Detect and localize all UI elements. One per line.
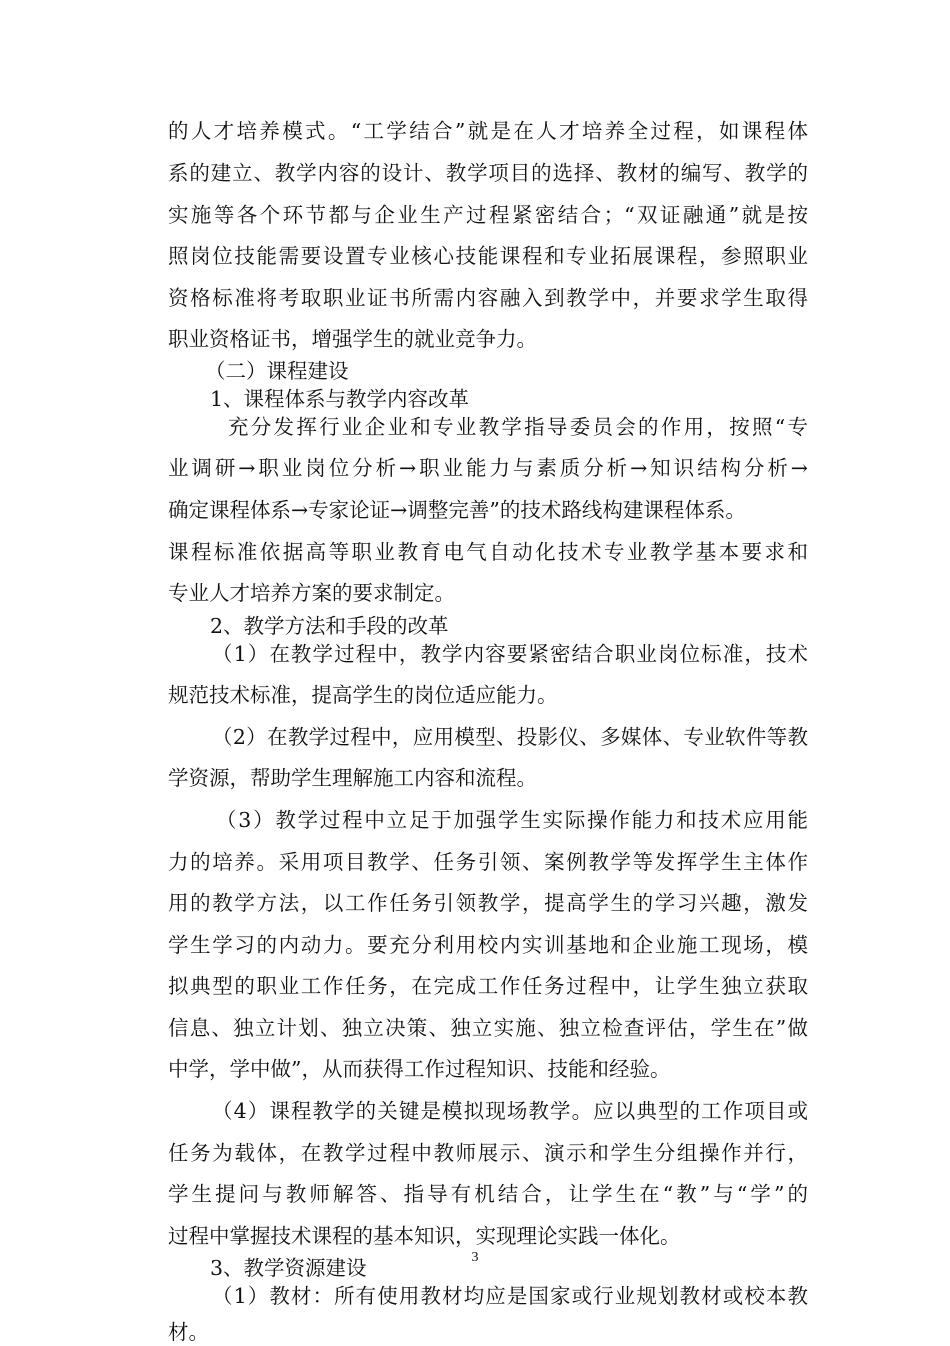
text-line: （2）在教学过程中，应用模型、投影仪、多媒体、专业软件等教 <box>212 725 808 749</box>
text-line: （3）教学过程中立足于加强学生实际操作能力和技术应用能 <box>216 808 808 832</box>
subsection-heading: 2、教学方法和手段的改革 <box>210 614 449 638</box>
text-line: 实施等各个环节都与企业生产过程紧密结合；“双证融通”就是按 <box>168 203 808 227</box>
text-line: 学生学习的内动力。要充分利用校内实训基地和企业施工现场，模 <box>168 933 808 957</box>
subsection-heading: 3、教学资源建设 <box>210 1256 367 1280</box>
text-line: 学资源，帮助学生理解施工内容和流程。 <box>168 766 537 790</box>
page-number: 3 <box>471 1250 479 1265</box>
text-line: 的人才培养模式。“工学结合”就是在人才培养全过程，如课程体 <box>168 119 808 143</box>
text-line: 系的建立、教学内容的设计、教学项目的选择、教材的编写、教学的 <box>168 161 808 185</box>
text-line: 中学，学中做”，从而获得工作过程知识、技能和经验。 <box>168 1057 671 1081</box>
text-line: 规范技术标准，提高学生的岗位适应能力。 <box>168 683 558 707</box>
text-line: 充分发挥行业企业和专业教学指导委员会的作用，按照“专 <box>228 415 808 439</box>
text-line: 业调研→职业岗位分析→职业能力与素质分析→知识结构分析→ <box>168 456 808 480</box>
text-line: 任务为载体，在教学过程中教师展示、演示和学生分组操作并行， <box>168 1141 808 1165</box>
text-line: 信息、独立计划、独立决策、独立实施、独立检查评估，学生在”做 <box>168 1016 808 1040</box>
text-line: 拟典型的职业工作任务，在完成工作任务过程中，让学生独立获取 <box>168 974 808 998</box>
text-line: 照岗位技能需要设置专业核心技能课程和专业拓展课程，参照职业 <box>168 244 808 268</box>
text-line: 职业资格证书，增强学生的就业竞争力。 <box>168 327 537 351</box>
text-line: （1）教材：所有使用教材均应是国家或行业规划教材或校本教 <box>212 1284 808 1308</box>
text-line: 资格标准将考取职业证书所需内容融入到教学中，并要求学生取得 <box>168 286 808 310</box>
text-line: （1）在教学过程中，教学内容要紧密结合职业岗位标准，技术 <box>212 642 808 666</box>
text-line: 确定课程体系→专家论证→调整完善”的技术路线构建课程体系。 <box>168 498 746 522</box>
subsection-heading: 1、课程体系与教学内容改革 <box>210 387 470 411</box>
text-line: 过程中掌握技术课程的基本知识，实现理论实践一体化。 <box>168 1224 681 1248</box>
text-line: 力的培养。采用项目教学、任务引领、案例教学等发挥学生主体作 <box>168 850 808 874</box>
text-line: （4）课程教学的关键是模拟现场教学。应以典型的工作项目或 <box>212 1099 808 1123</box>
text-line: 专业人才培养方案的要求制定。 <box>168 581 455 605</box>
text-line: 课程标准依据高等职业教育电气自动化技术专业教学基本要求和 <box>168 540 808 564</box>
text-line: 学生提问与教师解答、指导有机结合，让学生在“教”与“学”的 <box>168 1182 808 1206</box>
text-line: 材。 <box>168 1320 209 1344</box>
section-heading: （二）课程建设 <box>205 359 349 383</box>
text-line: 用的教学方法，以工作任务引领教学，提高学生的学习兴趣，激发 <box>168 891 808 915</box>
